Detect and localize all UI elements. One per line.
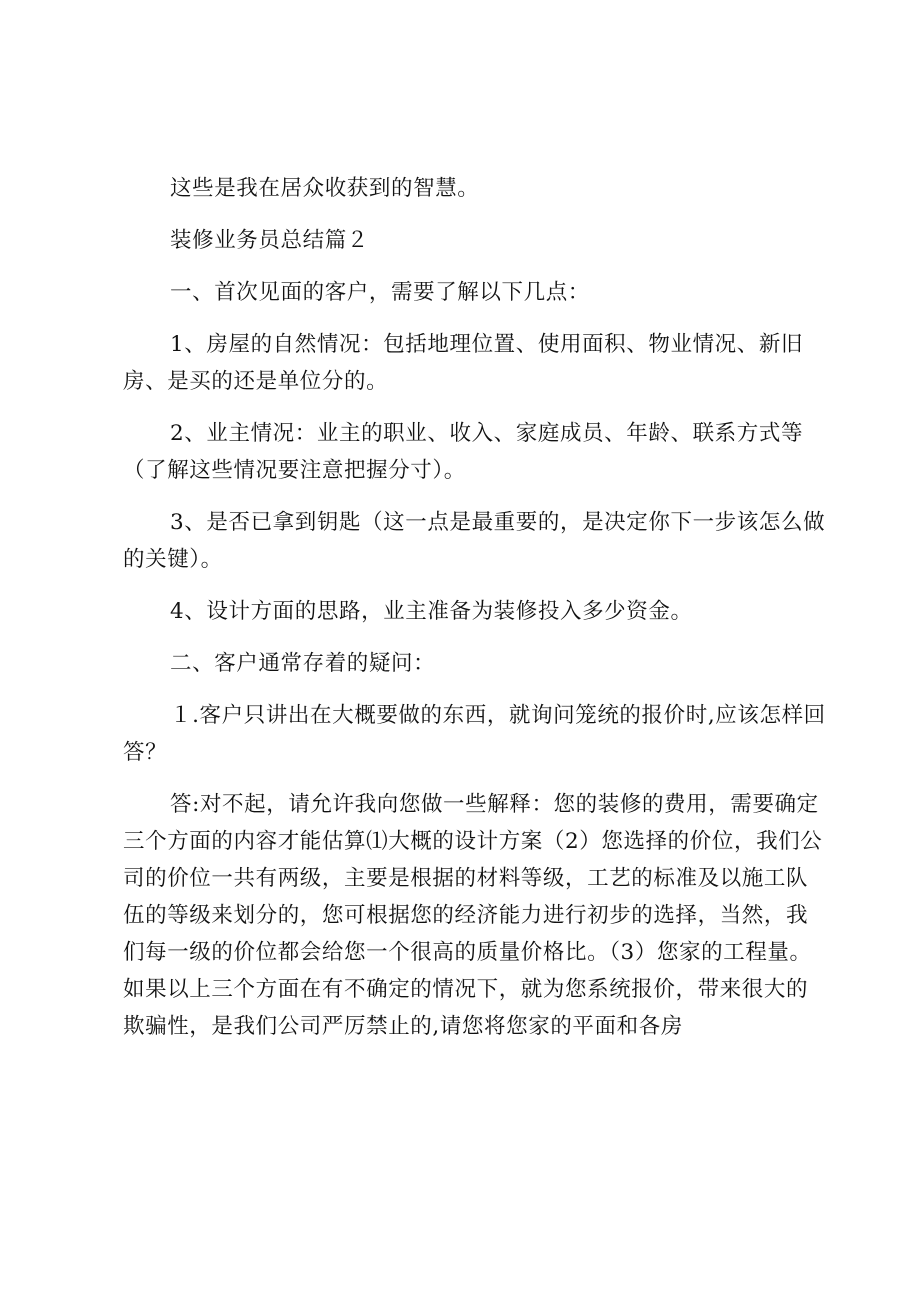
list-item-keys: 3、是否已拿到钥匙（这一点是最重要的，是决定你下一步该怎么做的关键）。 [123, 510, 826, 572]
question-1: １.客户只讲出在大概要做的东西，就询问笼统的报价时,应该怎样回答？ [123, 703, 826, 765]
section-title: 装修业务员总结篇２ [170, 228, 369, 253]
heading-first-meeting: 一、首次见面的客户，需要了解以下几点： [170, 280, 590, 305]
document-body [123, 170, 828, 1060]
list-item-house-info: 1、房屋的自然情况：包括地理位置、使用面积、物业情况、新旧房、是买的还是单位分的。 [123, 332, 804, 394]
list-item-owner-info: 2、业主情况：业主的职业、收入、家庭成员、年龄、联系方式等（了解这些情况要注意把握分寸）。 [123, 421, 804, 483]
heading-customer-questions: 二、客户通常存着的疑问： [170, 651, 436, 676]
paragraph-closing-remark: 这些是我在居众收获到的智慧。 [170, 176, 480, 201]
list-item-design-budget: 4、设计方面的思路，业主准备为装修投入多少资金。 [170, 599, 693, 624]
answer-1: 答:对不起，请允许我向您做一些解释：您的装修的费用，需要确定三个方面的内容才能估算⑴大概的设计方案（2）您选择的价位，我们公司的价位一共有两级，主要是根据的材料等级，工艺的标准及以施工队伍的等级来划分的，您可根据您的经济能力进行初步的选择，当然，我们每一级的价位都会给您一个很高的质量价格比。（3）您家的工程量。如果以上三个方面在有不确定的情况下，就为您系统报价，带来很大的欺骗性，是我们公司严厉禁止的,请您将您家的平面和各房 [123, 792, 823, 1039]
